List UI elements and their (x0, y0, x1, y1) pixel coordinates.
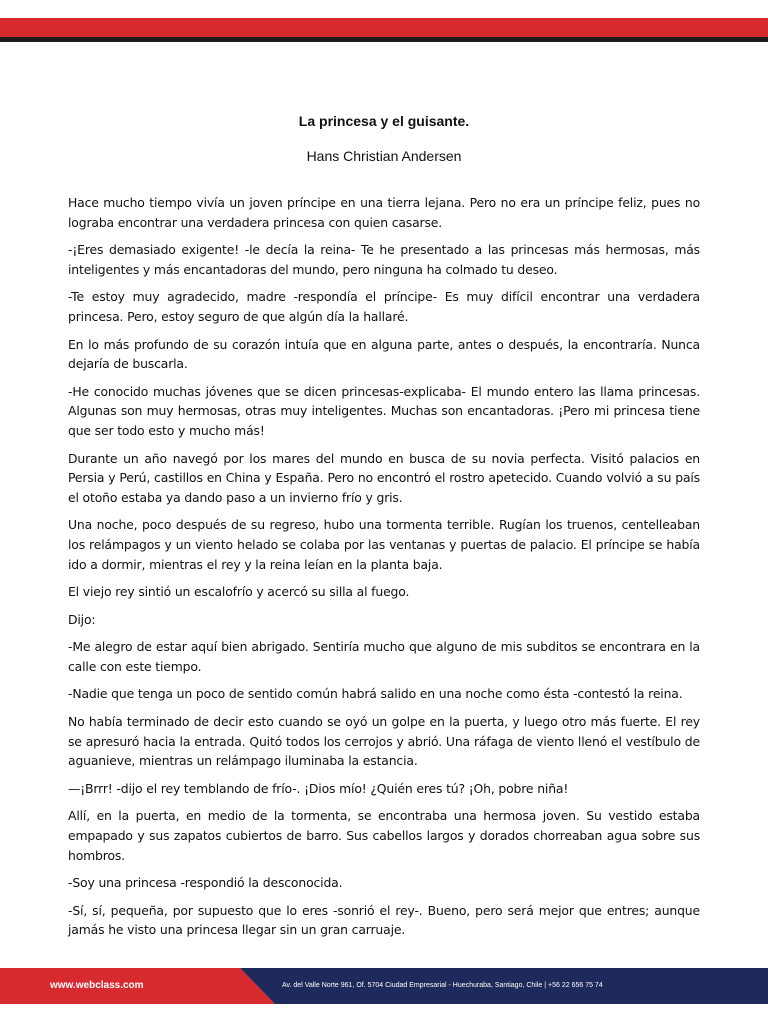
paragraph: -Sí, sí, pequeña, por supuesto que lo eres -sonrió el rey-. Bueno, pero será mejor que entres; aunque jamás he visto una princesa llegar sin un gran carruaje. (68, 902, 700, 938)
paragraph: -¡Eres demasiado exigente! -le decía la reina- Te he presentado a las princesas más hermosas, más inteligentes y más encantadoras del mundo, pero ninguna ha colmado tu deseo. (68, 242, 700, 277)
document-title: La princesa y el guisante. (298, 113, 470, 129)
paragraph: Hace mucho tiempo vivía un joven príncipe en una tierra lejana. Pero no era un príncipe feliz, pues no lograba encontrar una verdadera princesa con quien casarse. (68, 195, 700, 230)
story-body (68, 193, 700, 948)
footer-band (0, 968, 768, 1004)
paragraph: Una noche, poco después de su regreso, hubo una tormenta terrible. Rugían los truenos, centelleaban los relámpagos y un viento helado se colaba por las ventanas y puertas de palacio. El príncipe se había ido a dormir, mientras el rey y la reina leían en la planta baja. (68, 517, 700, 572)
paragraph: -Nadie que tenga un poco de sentido común habrá salido en una noche como ésta -contestó la reina. (68, 686, 683, 702)
paragraph: —¡Brrr! -dijo el rey temblando de frío-. ¡Dios mío! ¿Quién eres tú? ¡Oh, pobre niña! (68, 780, 569, 796)
header-red-bar (0, 18, 768, 37)
paragraph: En lo más profundo de su corazón intuía que en alguna parte, antes o después, la encontraría. Nunca dejaría de buscarla. (68, 336, 700, 372)
paragraph: Durante un año navegó por los mares del mundo en busca de su novia perfecta. Visitó palacios en Persia y Perú, castillos en China y España. Pero no encontró el rostro apetecido. Cuando volvió a su país el otoño estaba ya dando paso a un invierno frío y gris. (68, 450, 700, 505)
paragraph: No había terminado de decir esto cuando se oyó un golpe en la puerta, y luego otro más fuerte. El rey se apresuró hacia la entrada. Quitó todos los cerrojos y abrió. Una ráfaga de viento llenó el vestíbulo de aguanieve, mientras un relámpago iluminaba la estancia. (68, 714, 700, 769)
footer-website-link[interactable]: www.webclass.com (50, 980, 144, 991)
paragraph: -He conocido muchas jóvenes que se dicen princesas-explicaba- El mundo entero las llama princesas. Algunas son muy hermosas, otras muy inteligentes. Muchas son encantadoras. ¡Pero mi princesa tiene que ser todo esto y mucho más! (68, 383, 700, 438)
paragraph: -Te estoy muy agradecido, madre -respondía el príncipe- Es muy difícil encontrar una verdadera princesa. Pero, estoy seguro de que algún día la hallaré. (68, 289, 700, 324)
document-author: Hans Christian Andersen (306, 148, 462, 164)
paragraph: -Me alegro de estar aquí bien abrigado. Sentiría mucho que alguno de mis subditos se encontrara en la calle con este tiempo. (68, 639, 700, 674)
footer-address: Av. del Valle Norte 961, Of. 5704 Ciudad Empresarial - Huechuraba, Santiago, Chile | +56 22 656 75 74 (282, 982, 603, 989)
paragraph: Dijo: (68, 611, 96, 627)
paragraph: -Soy una princesa -respondió la desconocida. (68, 875, 343, 891)
paragraph: El viejo rey sintió un escalofrío y acercó su silla al fuego. (68, 584, 410, 600)
paragraph: Allí, en la puerta, en medio de la tormenta, se encontraba una hermosa joven. Su vestido estaba empapado y sus zapatos cubiertos de barro. Sus cabellos largos y dorados chorreaban agua sobre sus hombros. (68, 808, 700, 863)
